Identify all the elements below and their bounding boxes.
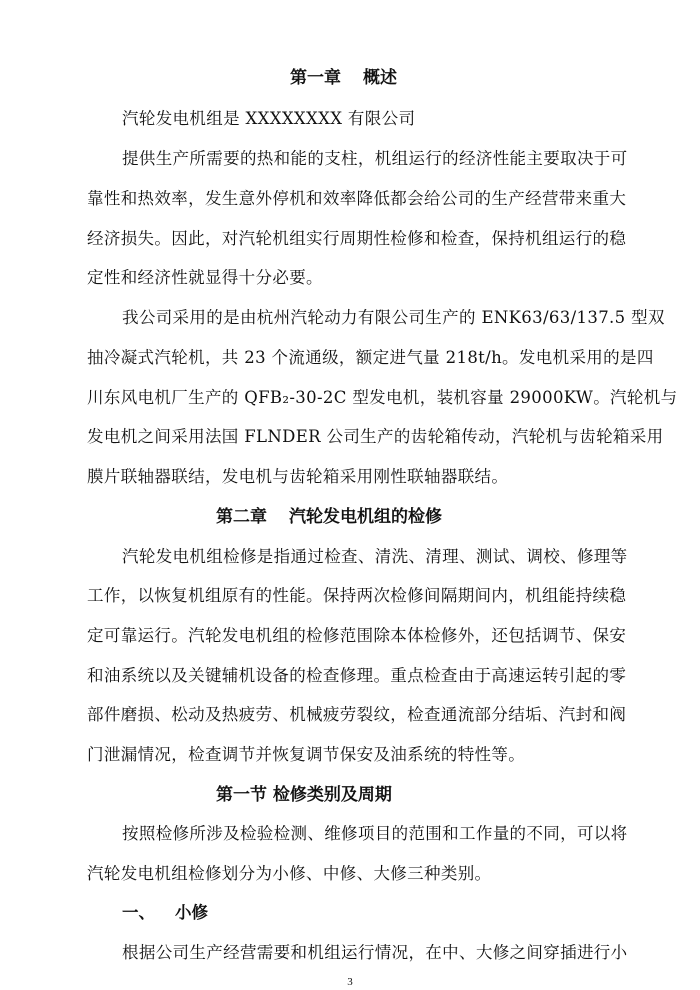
chapter2-para1-line: 和油系统以及关键辅机设备的检查修理。重点检查由于高速运转引起的零 [87,666,627,685]
chapter1-para2-line: 抽冷凝式汽轮机，共 23 个流通级，额定进气量 218t/h。发电机采用的是四 [87,348,654,367]
section1-para1-line: 汽轮发电机组检修划分为小修、中修、大修三种类别。 [87,864,492,883]
chapter1-para2-line: 川东风电机厂生产的 QFB₂-30-2C 型发电机，装机容量 29000KW。汽轮机与 [87,388,678,407]
chapter1-title: 概述 [363,68,397,88]
chapter1-label: 第一章 [290,68,341,88]
chapter2-para1-line: 门泄漏情况，检查调节并恢复调节保安及油系统的特性等。 [87,745,526,764]
chapter1-para2-line: 发电机之间采用法国 FLNDER 公司生产的齿轮箱传动，汽轮机与齿轮箱采用 [87,427,664,446]
chapter2-para1-line: 汽轮发电机组检修是指通过检查、清洗、清理、测试、调校、修理等 [122,547,628,566]
section1-label: 第一节 [216,785,267,805]
chapter2-para1-line: 部件磨损、松动及热疲劳、机械疲劳裂纹，检查通流部分结垢、汽封和阀 [87,705,627,724]
chapter1-intro: 汽轮发电机组是 XXXXXXXX 有限公司 [122,109,416,128]
chapter2-title: 汽轮发电机组的检修 [289,507,442,527]
chapter1-para1-line: 靠性和热效率，发生意外停机和效率降低都会给公司的生产经营带来重大 [87,189,627,208]
section1-para1-line: 按照检修所涉及检验检测、维修项目的范围和工作量的不同，可以将 [122,824,628,843]
chapter2-para1-line: 工作，以恢复机组原有的性能。保持两次检修间隔期间内，机组能持续稳 [87,586,627,605]
chapter1-para1-line: 提供生产所需要的热和能的支柱，机组运行的经济性能主要取决于可 [122,149,628,168]
chapter2-label: 第二章 [216,507,267,527]
section1-heading [216,783,392,807]
chapter2-heading [216,505,442,529]
chapter1-heading [290,66,397,90]
subsection1-label: 一、 [122,903,155,922]
chapter1-para1-line: 定性和经济性就显得十分必要。 [87,268,323,287]
chapter1-para2-line: 我公司采用的是由杭州汽轮动力有限公司生产的 ENK63/63/137.5 型双 [122,308,665,327]
section1-title: 检修类别及周期 [272,785,392,805]
subsection1-heading [122,901,208,925]
subsection1-para1-line: 根据公司生产经营需要和机组运行情况，在中、大修之间穿插进行小 [122,943,628,962]
chapter1-para1-line: 经济损失。因此，对汽轮机组实行周期性检修和检查，保持机组运行的稳 [87,229,627,248]
chapter2-para1-line: 定可靠运行。汽轮发电机组的检修范围除本体检修外，还包括调节、保安 [87,626,627,645]
page-number: 3 [347,976,353,988]
chapter1-para2-line: 膜片联轴器联结，发电机与齿轮箱采用刚性联轴器联结。 [87,467,509,486]
subsection1-title: 小修 [175,903,208,922]
